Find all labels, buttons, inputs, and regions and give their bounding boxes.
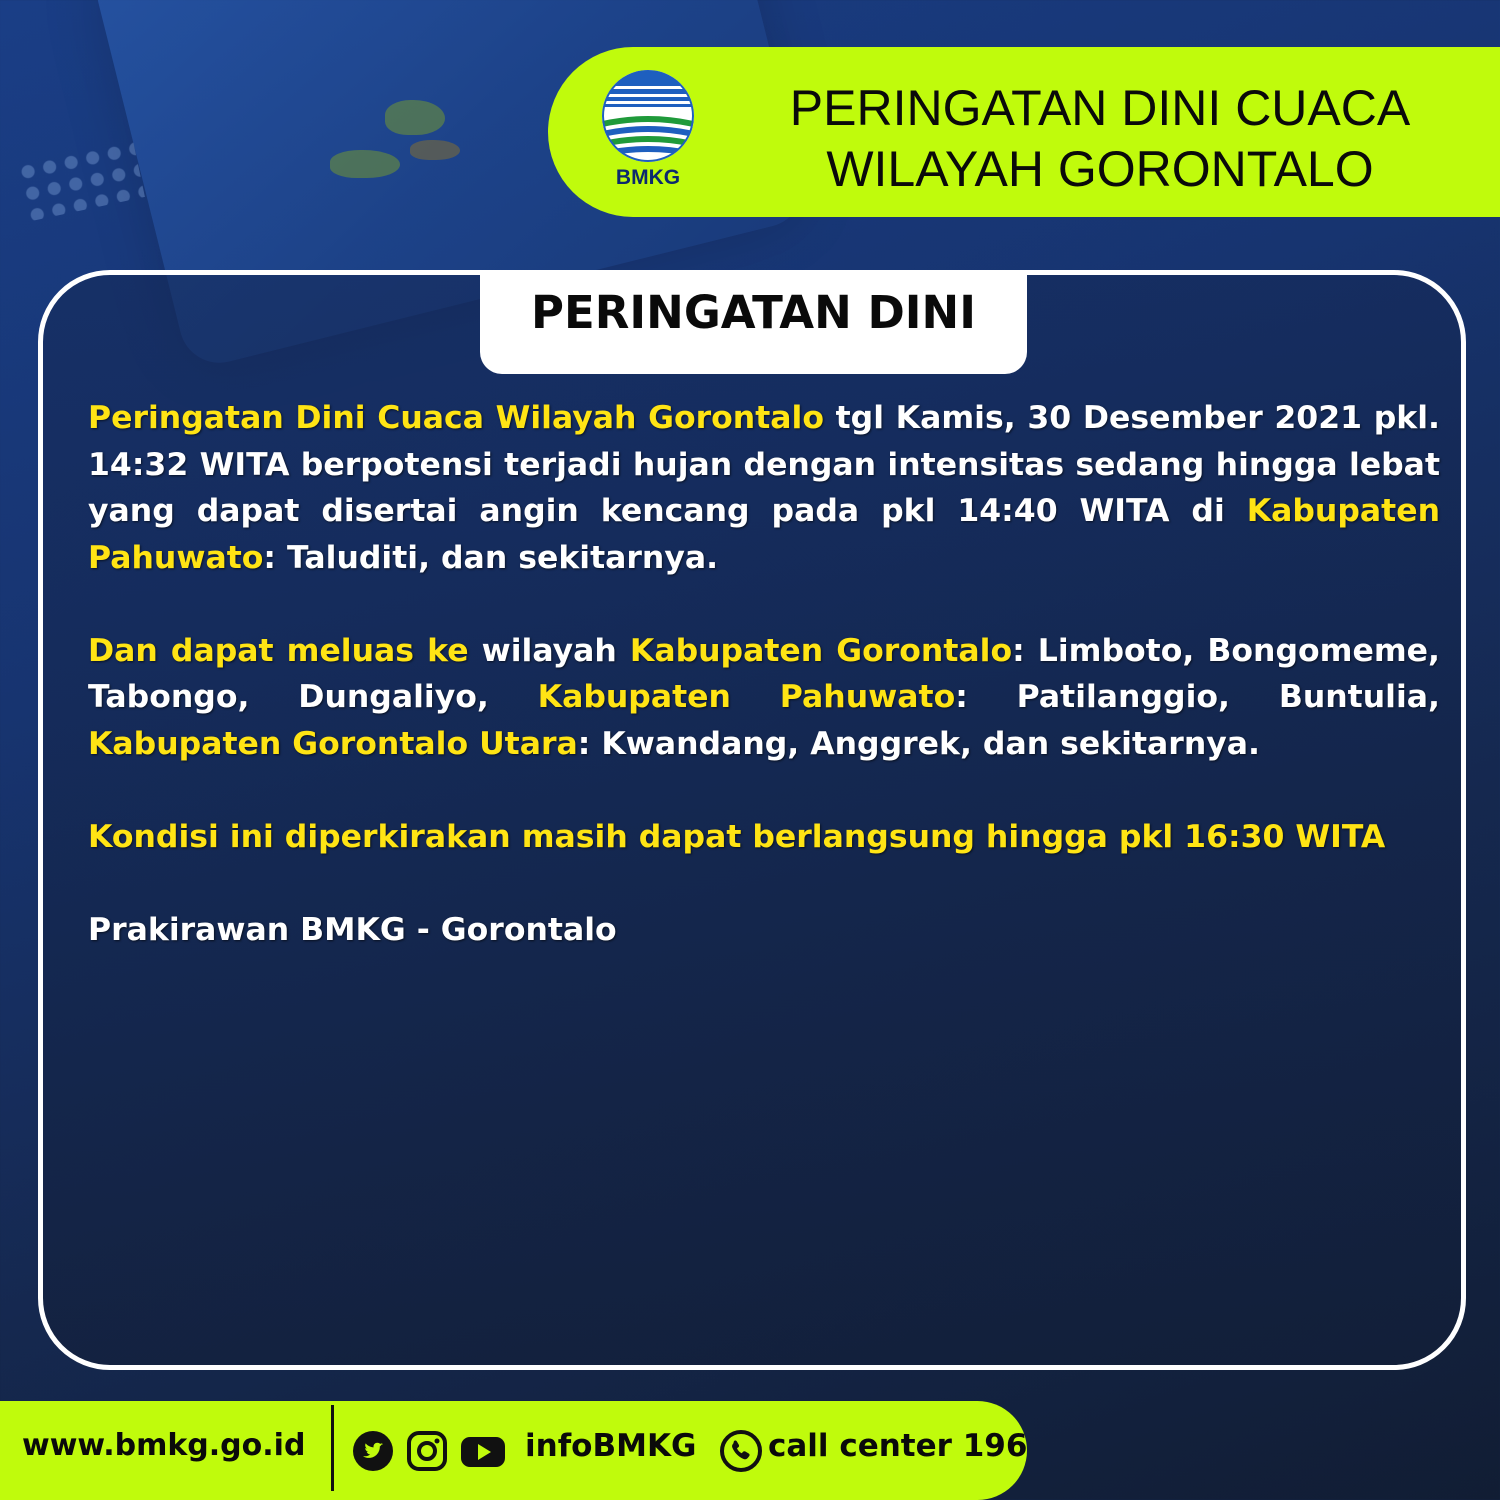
footer-divider (331, 1405, 334, 1491)
text-highlight: Dan dapat meluas ke (88, 632, 469, 669)
instagram-icon[interactable] (406, 1430, 448, 1472)
bmkg-logo (598, 70, 698, 194)
page-title (740, 78, 1460, 200)
paragraph-1 (88, 395, 1440, 581)
background-dot-pattern (15, 138, 145, 222)
text-highlight: Kabupaten Gorontalo (629, 632, 1013, 669)
paragraph-2 (88, 628, 1440, 768)
twitter-icon[interactable] (352, 1430, 394, 1472)
text-normal: : Patilanggio, Buntulia, (955, 679, 1440, 715)
title-line-1: PERINGATAN DINI CUACA (789, 80, 1411, 136)
youtube-icon[interactable] (460, 1430, 506, 1472)
forecaster-signature: Prakirawan BMKG - Gorontalo (88, 911, 617, 948)
text-normal: : Taluditi, dan sekitarnya. (263, 539, 719, 576)
text-highlight: Kabupaten Pahuwato (88, 493, 1440, 576)
website-link[interactable]: www.bmkg.go.id (22, 1428, 306, 1463)
logo-text: BMKG (615, 166, 681, 189)
text-normal: : Limboto, Bongomeme, Tabongo, Dungaliyo, (88, 632, 1441, 715)
text-highlight: Peringatan Dini Cuaca Wilayah Gorontalo (88, 400, 824, 436)
phone-icon[interactable] (720, 1430, 762, 1472)
social-handle[interactable]: infoBMKG (525, 1428, 697, 1464)
background-map-island (410, 140, 460, 160)
paragraph-3: Kondisi ini diperkirakan masih dapat berlangsung hingga pkl 16:30 WITA (88, 818, 1386, 855)
card-tab (480, 270, 1027, 374)
text-normal: wilayah (468, 632, 630, 669)
card-tab-label: PERINGATAN DINI (531, 286, 976, 339)
background-map-island (330, 150, 400, 178)
text-highlight: Kabupaten Gorontalo Utara (88, 725, 578, 762)
text-normal: tgl Kamis, 30 Desember 2021 pkl. 14:32 WITA berpotensi terjadi hujan dengan intensitas sedang hingga lebat yang dapat disertai angin kencang pada pkl 14:40 WITA di (88, 400, 1440, 529)
title-line-2: WILAYAH GORONTALO (826, 141, 1374, 197)
text-normal: : Kwandang, Anggrek, dan sekitarnya. (577, 725, 1260, 762)
call-center-label[interactable]: call center 196 (768, 1428, 1028, 1464)
bmkg-logo-icon (598, 70, 698, 170)
background-map-island (385, 100, 445, 135)
warning-text (88, 395, 1440, 1000)
text-highlight: Kabupaten Pahuwato (537, 679, 956, 715)
